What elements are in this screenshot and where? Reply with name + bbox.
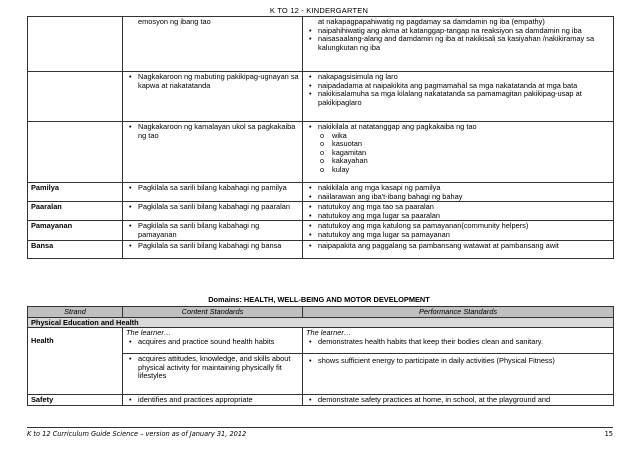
content-text: emosyon ng ibang tao	[138, 17, 211, 26]
learner-intro: The learner…	[306, 328, 352, 338]
strand-label: Safety	[28, 395, 123, 406]
content-item: • acquires attitudes, knowledge, and skills about physical activity for maintaining physically fit lifestyles	[126, 355, 299, 381]
table-row	[28, 72, 614, 122]
performance-item: at nakapagpapahiwatig ng pagdamay sa damdamin ng iba (empathy)	[318, 17, 545, 26]
sub-item: o kasuotan	[306, 140, 610, 149]
performance-item: • nakikilala ang mga kasapi ng pamilya	[306, 184, 610, 193]
performance-item: • nakikilala at natatanggap ang pagkakaiba ng tao	[306, 123, 610, 132]
performance-item: • nakapagsisimula ng laro	[306, 73, 610, 82]
header-performance: Performance Standards	[303, 307, 614, 318]
table-row	[28, 17, 614, 72]
page-header: K TO 12 - KINDERGARTEN	[269, 6, 369, 15]
performance-item: • naipahihiwatig ang akma at katanggap-tangap na reaksiyon sa damdamin ng iba	[306, 27, 610, 36]
learner-intro: The learner…	[126, 328, 172, 338]
table-row	[28, 240, 614, 258]
performance-item: • naisasaalang-alang and damdamin ng iba at nakikisali sa kasiyahan /nakikiramay sa kalungkutan ng iba	[306, 35, 610, 52]
strand-label: Paaralan	[28, 202, 123, 221]
content-item: • Nagkakaroon ng mabuting pakikipag-ugnayan sa kapwa at nakatatanda	[126, 73, 299, 90]
sub-item: o wika	[306, 132, 610, 141]
performance-item: • naipapakita ang paggalang sa pambansang watawat at pambansang awit	[306, 242, 610, 251]
performance-item: • natutukoy ang mga lugar sa pamayanan	[306, 231, 610, 240]
page-footer	[27, 427, 613, 438]
strand-label: Pamayanan	[28, 221, 123, 240]
strand-label: Health	[28, 328, 123, 395]
content-item: • Nagkakaroon ng kamalayan ukol sa pagkakaiba ng tao	[126, 123, 299, 140]
sub-item: o kulay	[306, 166, 610, 175]
table-row	[28, 202, 614, 221]
strand-label: Bansa	[28, 240, 123, 258]
table-row	[28, 183, 614, 202]
performance-item: • natutukoy ang mga lugar sa paaralan	[306, 212, 610, 221]
domain-title: Domains: HEALTH, WELL-BEING AND MOTOR DEVELOPMENT	[208, 295, 430, 304]
standards-table-health	[27, 306, 614, 406]
standards-table-top	[27, 16, 614, 259]
performance-item: • shows sufficient energy to participate in daily activities (Physical Fitness)	[306, 357, 610, 366]
header-strand: Strand	[28, 307, 123, 318]
content-item: • identifies and practices appropriate	[126, 396, 299, 405]
table-row	[28, 221, 614, 240]
sub-item: o kagamitan	[306, 149, 610, 158]
table-row	[28, 328, 614, 354]
content-item: • Pagkilala sa sarili bilang kabahagi ng pamilya	[126, 184, 299, 193]
section-row	[28, 317, 614, 328]
section-title: Physical Education and Health	[28, 317, 614, 328]
strand-label: Pamilya	[28, 183, 123, 202]
content-item: • Pagkilala sa sarili bilang kabahagi ng paaralan	[126, 203, 299, 212]
header-content: Content Standards	[123, 307, 303, 318]
content-item: • acquires and practice sound health habits	[126, 338, 299, 347]
performance-item: • nakikisalamuha sa mga kilalang nakatatanda sa pamamagitan pakikipag-usap at pakikipaglaro	[306, 90, 610, 107]
table-row	[28, 122, 614, 183]
page-number: 15	[604, 430, 613, 438]
sub-item: o kakayahan	[306, 157, 610, 166]
table-header-row	[28, 307, 614, 318]
performance-item: • naiilarawan ang iba't-ibang bahagi ng bahay	[306, 193, 610, 202]
performance-item: • natutukoy ang mga katulong sa pamayanan(community helpers)	[306, 222, 610, 231]
performance-item: • demonstrates health habits that keep their bodies clean and sanitary.	[306, 338, 610, 347]
performance-item: • natutukoy ang mga tao sa paaralan	[306, 203, 610, 212]
performance-item: • naipadadama at naipakikita ang pagmamahal sa mga nakatatanda at mga bata	[306, 82, 610, 91]
content-item: • Pagkilala sa sarili bilang kabahagi ng pamayanan	[126, 222, 299, 239]
content-item: • Pagkilala sa sarili bilang kabahagi ng bansa	[126, 242, 299, 251]
table-row	[28, 395, 614, 406]
footer-text: K to 12 Curriculum Guide Science – version as of January 31, 2012	[27, 430, 247, 438]
performance-item: • demonstrate safety practices at home, in school, at the playground and	[306, 396, 610, 405]
